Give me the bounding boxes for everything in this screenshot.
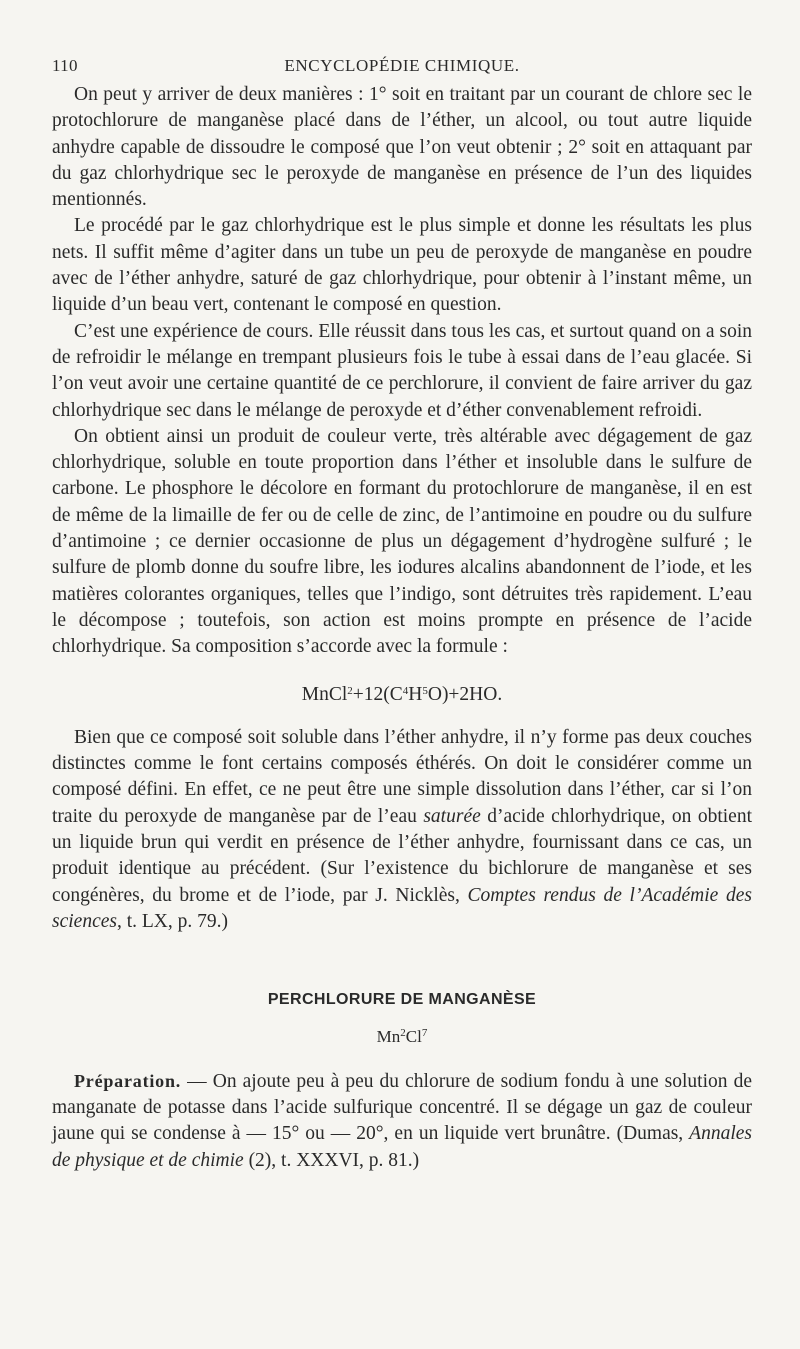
- page-header: [52, 56, 752, 80]
- section-formula: Mn$^2$Cl$^7$: [376, 1026, 428, 1046]
- paragraph-3: C’est une expérience de cours. Elle réussit dans tous les cas, et surtout quand on a soin de refroidir le mélange en trempant plusieurs fois le tube à essai dans de l’eau glacée. Si l’on veut avoir une certaine quantité de ce perchlorure, il convient de faire arriver du gaz chlorhydrique sec dans le mélange de peroxyde et d’éther convenablement refroidi.: [52, 320, 752, 421]
- paragraph-1: On peut y arriver de deux manières : 1° soit en traitant par un courant de chlore sec le protochlorure de manganèse placé dans de l’éther, un alcool, ou tout autre liquide anhydre capable de dissoudre le composé que l’on veut obtenir ; 2° soit en attaquant par du gaz chlorhydrique sec le peroxyde de manganèse en présence de l’un des liquides mentionnés.: [52, 84, 752, 211]
- text-body: [52, 82, 752, 1174]
- preparation-label: Préparation.: [74, 1070, 182, 1091]
- paragraph-preparation: Préparation. — On ajoute peu à peu du chlorure de sodium fondu à une solution de manganate de potasse dans l’acide sulfurique concentré. Il se dégage un gaz de couleur jaune qui se condense à — 15° ou — 20°, en un liquide vert brunâtre. (Dumas, Annales de physique et de chimie (2), t. XXXVI, p. 81.): [52, 1070, 752, 1171]
- formula-perchlorure: $MnCl^2+12(C^4H^5O)+2HO$.: [301, 683, 503, 705]
- running-head: ENCYCLOPÉDIE CHIMIQUE.: [284, 56, 520, 75]
- page-number: 110: [52, 56, 78, 75]
- paragraph-2: Le procédé par le gaz chlorhydrique est le plus simple et donne les résultats les plus nets. Il suffit même d’agiter dans un tube un peu de peroxyde de manganèse en poudre avec de l’éther anhydre, saturé de gaz chlorhydrique, pour obtenir à l’instant même, un liquide d’un beau vert, contenant le composé en question.: [52, 215, 752, 316]
- section-title: PERCHLORURE DE MANGANÈSE: [267, 991, 537, 1009]
- paragraph-5: Bien que ce composé soit soluble dans l’éther anhydre, il n’y forme pas deux couches distinctes comme le font certains composés éthérés. On doit le considérer comme un composé défini. En effet, ce ne peut être une simple dissolution dans l’éther, car si l’on traite du peroxyde de manganèse par de l’eau saturée d’acide chlorhydrique, on obtient un liquide brun qui verdit en présence de l’éther anhydre, fournissant dans ce cas, un produit identique au précédent. (Sur l’existence du bichlorure de manganèse et ses congénères, du brome et de l’iode, par J. Nicklès, Comptes rendus de l’Académie des sciences, t. LX, p. 79.): [52, 726, 753, 932]
- paragraph-4: On obtient ainsi un produit de couleur verte, très altérable avec dégagement de gaz chlorhydrique, soluble en toute proportion dans l’éther et insoluble dans le sulfure de carbone. Le phosphore le décolore en formant du protochlorure de manganèse, il en est de même de la limaille de fer ou de celle de zinc, de l’antimoine en poudre ou du sulfure d’antimoine ; ce dernier occasionne de plus un dégagement d’hydrogène sulfuré ; le sulfure de plomb donne du soufre libre, les iodures alcalins abandonnent de l’iode, et les matières colorantes organiques, telles que l’indigo, sont détruites très rapidement. L’eau le décompose ; toutefois, son action est moins prompte en présence de l’acide chlorhydrique. Sa composition s’accorde avec la formule :: [52, 425, 752, 658]
